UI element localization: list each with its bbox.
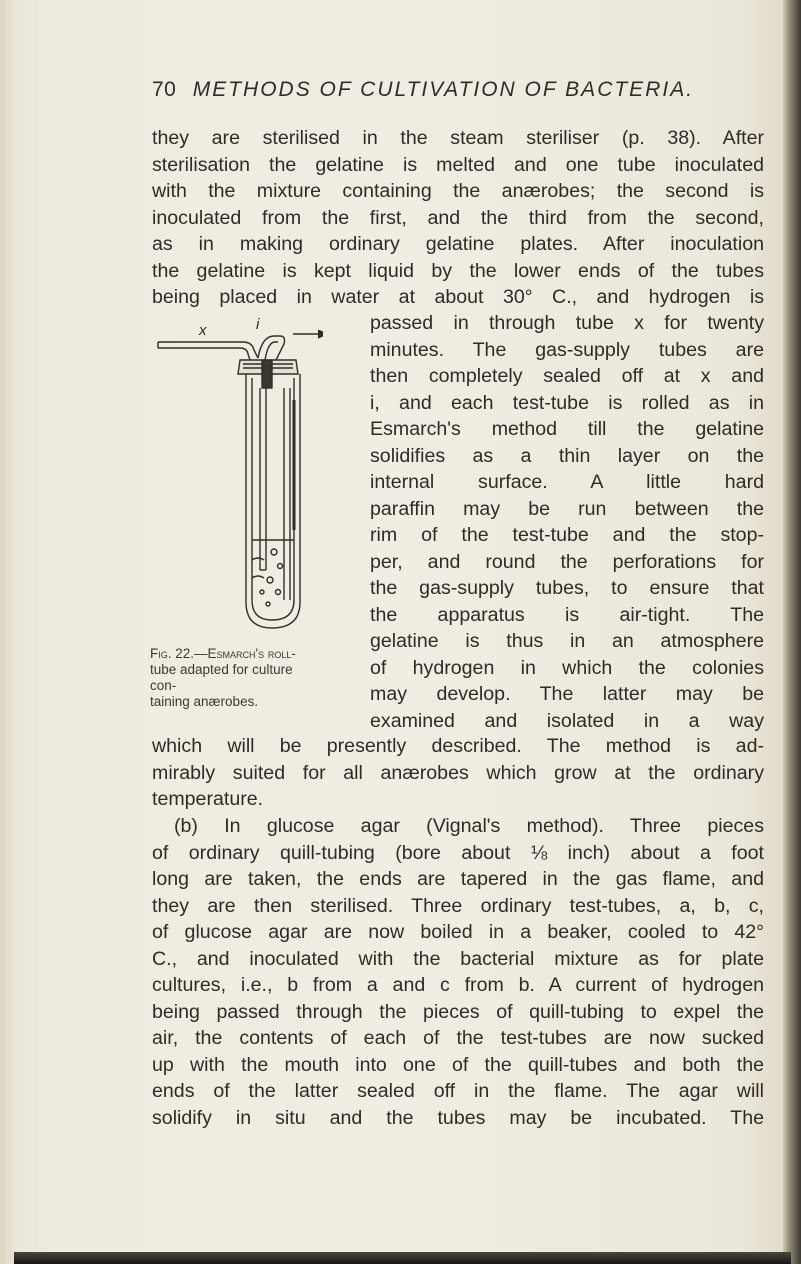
text-line: (b) In glucose agar (Vignal's method). Three pieces <box>174 815 764 837</box>
text-line: air, the contents of each of the test-tubes are now sucked <box>152 1027 764 1049</box>
text-line: solidify in situ and the tubes may be incubated. The <box>152 1106 764 1129</box>
text-line: of hydrogen in which the colonies <box>370 656 764 679</box>
text-line: gelatine is thus in an atmosphere <box>370 630 764 652</box>
text-line: C., and inoculated with the bacterial mixture as for plate <box>152 947 764 970</box>
text-line: mirably suited for all anærobes which grow at the ordinary <box>152 761 764 784</box>
paragraph-bottom <box>152 733 764 813</box>
paragraph-b <box>152 813 764 1131</box>
figure-label-x: x <box>199 322 207 339</box>
text-line: the apparatus is air-tight. The <box>370 603 764 626</box>
text-line: sterilisation the gelatine is melted and one tube inoculated <box>152 153 764 176</box>
paragraph-top <box>152 125 764 311</box>
text-line: with the mixture containing the anærobes; the second is <box>152 180 764 202</box>
text-line: being placed in water at about 30° C., and hydrogen is <box>152 286 764 308</box>
text-line: inoculated from the first, and the third from the second, <box>152 206 764 229</box>
text-line: cultures, i.e., b from a and c from b. A current of hydrogen <box>152 974 764 996</box>
text-line: passed in through tube x for twenty <box>370 312 764 334</box>
text-line: Esmarch's method till the gelatine <box>370 418 764 440</box>
text-line: of ordinary quill-tubing (bore about ⅛ inch) about a foot <box>152 841 764 864</box>
page-binding-left <box>0 0 14 1264</box>
page-binding-right <box>783 0 801 1264</box>
caption-line: tube adapted for culture con- <box>150 662 293 693</box>
caption-line: Fig. 22.—Esmarch's roll- <box>150 646 296 661</box>
page-bottom-edge <box>14 1252 791 1264</box>
figure-label-i: i <box>256 316 260 333</box>
text-line: may develop. The latter may be <box>370 683 764 705</box>
text-line: of glucose agar are now boiled in a beaker, cooled to 42° <box>152 921 764 943</box>
caption-line: taining anærobes. <box>150 694 259 709</box>
text-line: solidifies as a thin layer on the <box>370 444 764 467</box>
running-title: METHODS OF CULTIVATION OF BACTERIA. <box>192 78 695 101</box>
text-line: then completely sealed off at x and <box>370 365 764 387</box>
paragraph-side <box>370 310 764 734</box>
text-line: temperature. <box>152 788 264 810</box>
page-number: 70 <box>152 78 177 101</box>
text-line: internal surface. A little hard <box>370 471 764 493</box>
text-line: examined and isolated in a way <box>370 709 764 732</box>
page-header <box>152 78 694 102</box>
text-line: which will be presently described. The method is ad- <box>152 735 764 757</box>
roll-tube-figure <box>148 330 323 630</box>
text-line: being passed through the pieces of quill-tubing to expel the <box>152 1000 764 1023</box>
text-line: the gelatine is kept liquid by the lower ends of the tubes <box>152 259 764 282</box>
text-line: up with the mouth into one of the quill-tubes and both the <box>152 1053 764 1076</box>
text-line: per, and round the perforations for <box>370 550 764 573</box>
text-line: long are taken, the ends are tapered in the gas flame, and <box>152 868 764 890</box>
text-line: paraffin may be run between the <box>370 497 764 520</box>
text-line: the gas-supply tubes, to ensure that <box>370 577 764 599</box>
text-line: they are then sterilised. Three ordinary test-tubes, a, b, c, <box>152 894 764 917</box>
text-line: as in making ordinary gelatine plates. After inoculation <box>152 233 764 255</box>
text-line: rim of the test-tube and the stop- <box>370 524 764 546</box>
text-line: i, and each test-tube is rolled as in <box>370 391 764 414</box>
figure-caption <box>150 646 300 710</box>
text-line: minutes. The gas-supply tubes are <box>370 338 764 361</box>
text-line: they are sterilised in the steam steriliser (p. 38). After <box>152 127 764 149</box>
text-line: ends of the latter sealed off in the flame. The agar will <box>152 1080 764 1102</box>
